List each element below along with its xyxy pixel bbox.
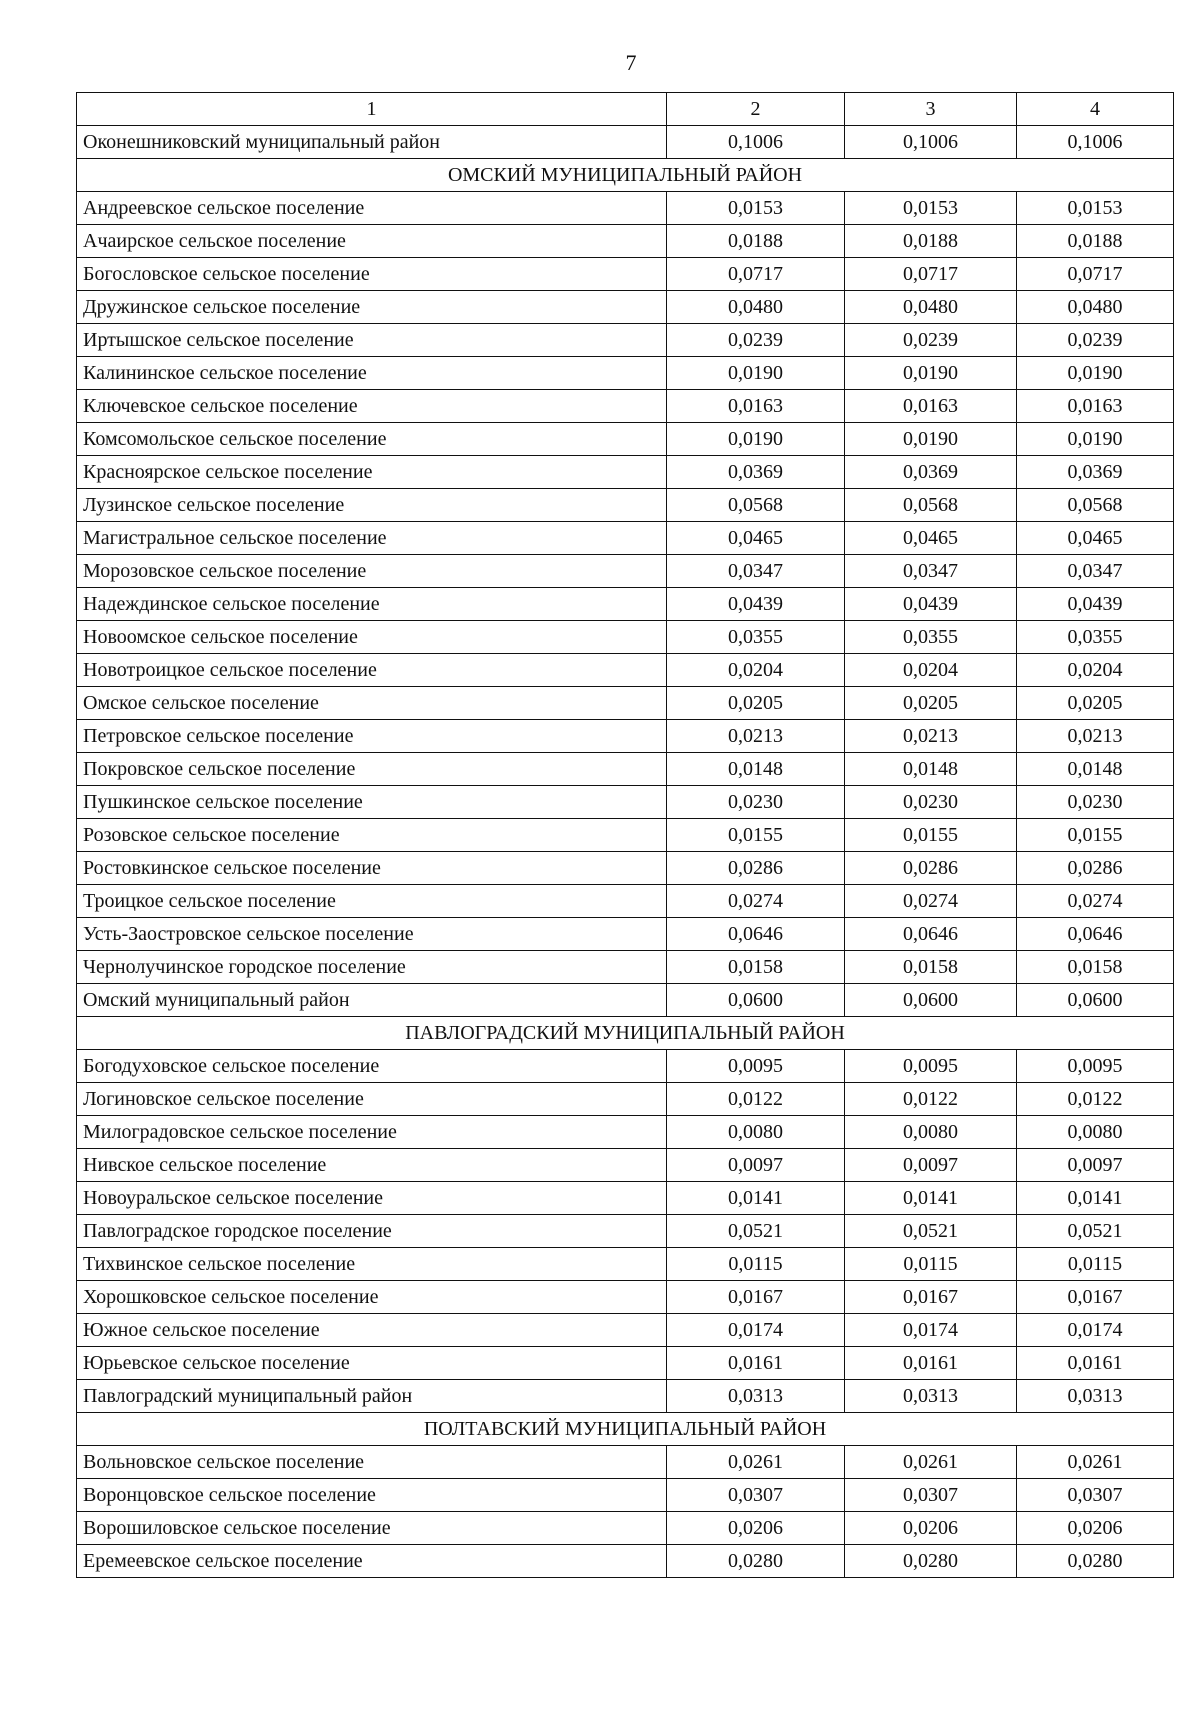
settlement-name-cell: Павлоградский муниципальный район: [77, 1380, 667, 1413]
table-row: [77, 291, 1174, 324]
value-cell-col4: 0,0161: [1017, 1347, 1174, 1380]
value-cell-col4: 0,0465: [1017, 522, 1174, 555]
table-row: [77, 1479, 1174, 1512]
value-cell-col3: 0,0097: [845, 1149, 1017, 1182]
value-cell-col3: 0,0369: [845, 456, 1017, 489]
value-cell-col2: 0,0097: [667, 1149, 845, 1182]
table-row: [77, 489, 1174, 522]
settlement-name-cell: Богословское сельское поселение: [77, 258, 667, 291]
section-title: ПАВЛОГРАДСКИЙ МУНИЦИПАЛЬНЫЙ РАЙОН: [77, 1017, 1174, 1050]
settlement-name-cell: Розовское сельское поселение: [77, 819, 667, 852]
table-row: [77, 852, 1174, 885]
settlement-name-cell: Вольновское сельское поселение: [77, 1446, 667, 1479]
section-header-row: [77, 1413, 1174, 1446]
value-cell-col2: 0,0521: [667, 1215, 845, 1248]
value-cell-col3: 0,0190: [845, 423, 1017, 456]
settlement-name-cell: Нивское сельское поселение: [77, 1149, 667, 1182]
value-cell-col4: 0,0122: [1017, 1083, 1174, 1116]
table-row: [77, 522, 1174, 555]
table-row: [77, 456, 1174, 489]
value-cell-col4: 0,0717: [1017, 258, 1174, 291]
value-cell-col4: 0,0190: [1017, 423, 1174, 456]
value-cell-col3: 0,0230: [845, 786, 1017, 819]
table-row: [77, 1512, 1174, 1545]
value-cell-col3: 0,0080: [845, 1116, 1017, 1149]
table-row: [77, 588, 1174, 621]
value-cell-col2: 0,0115: [667, 1248, 845, 1281]
value-cell-col4: 0,0261: [1017, 1446, 1174, 1479]
table-row: [77, 786, 1174, 819]
value-cell-col3: 0,0355: [845, 621, 1017, 654]
value-cell-col2: 0,0190: [667, 423, 845, 456]
settlement-name-cell: Логиновское сельское поселение: [77, 1083, 667, 1116]
settlement-name-cell: Воронцовское сельское поселение: [77, 1479, 667, 1512]
value-cell-col2: 0,0717: [667, 258, 845, 291]
value-cell-col2: 0,0230: [667, 786, 845, 819]
settlement-name-cell: Юрьевское сельское поселение: [77, 1347, 667, 1380]
settlement-name-cell: Оконешниковский муниципальный район: [77, 126, 667, 159]
value-cell-col2: 0,0161: [667, 1347, 845, 1380]
settlement-name-cell: Калининское сельское поселение: [77, 357, 667, 390]
column-header-4: 4: [1017, 93, 1174, 126]
value-cell-col4: 0,0307: [1017, 1479, 1174, 1512]
table-row: [77, 423, 1174, 456]
table-row: [77, 1149, 1174, 1182]
value-cell-col3: 0,0313: [845, 1380, 1017, 1413]
settlement-name-cell: Новотроицкое сельское поселение: [77, 654, 667, 687]
value-cell-col2: 0,0439: [667, 588, 845, 621]
value-cell-col2: 0,0465: [667, 522, 845, 555]
section-header-row: [77, 159, 1174, 192]
value-cell-col3: 0,0155: [845, 819, 1017, 852]
value-cell-col4: 0,0213: [1017, 720, 1174, 753]
table-row: [77, 225, 1174, 258]
table-row: [77, 918, 1174, 951]
table-row: [77, 885, 1174, 918]
settlement-name-cell: Хорошковское сельское поселение: [77, 1281, 667, 1314]
table-row: [77, 1347, 1174, 1380]
value-cell-col3: 0,0717: [845, 258, 1017, 291]
value-cell-col2: 0,0600: [667, 984, 845, 1017]
value-cell-col2: 0,0188: [667, 225, 845, 258]
column-header-2: 2: [667, 93, 845, 126]
settlement-name-cell: Ключевское сельское поселение: [77, 390, 667, 423]
settlement-name-cell: Ворошиловское сельское поселение: [77, 1512, 667, 1545]
settlement-name-cell: Надеждинское сельское поселение: [77, 588, 667, 621]
value-cell-col2: 0,0141: [667, 1182, 845, 1215]
value-cell-col2: 0,0347: [667, 555, 845, 588]
value-cell-col2: 0,0163: [667, 390, 845, 423]
table-row: [77, 1281, 1174, 1314]
settlement-name-cell: Красноярское сельское поселение: [77, 456, 667, 489]
value-cell-col4: 0,0280: [1017, 1545, 1174, 1578]
value-cell-col3: 0,0167: [845, 1281, 1017, 1314]
column-header-3: 3: [845, 93, 1017, 126]
value-cell-col3: 0,0480: [845, 291, 1017, 324]
value-cell-col4: 0,0097: [1017, 1149, 1174, 1182]
table-body: [77, 126, 1174, 1578]
value-cell-col4: 0,0148: [1017, 753, 1174, 786]
value-cell-col2: 0,0122: [667, 1083, 845, 1116]
table-row: [77, 1116, 1174, 1149]
settlement-name-cell: Магистральное сельское поселение: [77, 522, 667, 555]
value-cell-col4: 0,0439: [1017, 588, 1174, 621]
settlement-name-cell: Морозовское сельское поселение: [77, 555, 667, 588]
value-cell-col4: 0,0115: [1017, 1248, 1174, 1281]
value-cell-col4: 0,0163: [1017, 390, 1174, 423]
value-cell-col3: 0,0213: [845, 720, 1017, 753]
value-cell-col2: 0,0155: [667, 819, 845, 852]
value-cell-col2: 0,0261: [667, 1446, 845, 1479]
value-cell-col2: 0,0286: [667, 852, 845, 885]
value-cell-col4: 0,0568: [1017, 489, 1174, 522]
table-row: [77, 1314, 1174, 1347]
value-cell-col3: 0,0188: [845, 225, 1017, 258]
value-cell-col3: 0,0465: [845, 522, 1017, 555]
settlement-name-cell: Лузинское сельское поселение: [77, 489, 667, 522]
value-cell-col4: 0,0080: [1017, 1116, 1174, 1149]
value-cell-col4: 0,0174: [1017, 1314, 1174, 1347]
settlement-name-cell: Дружинское сельское поселение: [77, 291, 667, 324]
value-cell-col3: 0,0261: [845, 1446, 1017, 1479]
settlement-name-cell: Троицкое сельское поселение: [77, 885, 667, 918]
settlement-name-cell: Омское сельское поселение: [77, 687, 667, 720]
table-row: [77, 819, 1174, 852]
value-cell-col4: 0,0188: [1017, 225, 1174, 258]
table-row: [77, 1380, 1174, 1413]
value-cell-col4: 0,0274: [1017, 885, 1174, 918]
table-row: [77, 1215, 1174, 1248]
table-row: [77, 687, 1174, 720]
value-cell-col3: 0,0568: [845, 489, 1017, 522]
settlement-name-cell: Милоградовское сельское поселение: [77, 1116, 667, 1149]
value-cell-col2: 0,0355: [667, 621, 845, 654]
table-row: [77, 753, 1174, 786]
value-cell-col2: 0,0239: [667, 324, 845, 357]
table-row: [77, 192, 1174, 225]
section-title: ОМСКИЙ МУНИЦИПАЛЬНЫЙ РАЙОН: [77, 159, 1174, 192]
value-cell-col3: 0,0347: [845, 555, 1017, 588]
table-row: [77, 1083, 1174, 1116]
value-cell-col2: 0,0369: [667, 456, 845, 489]
settlement-name-cell: Южное сельское поселение: [77, 1314, 667, 1347]
value-cell-col2: 0,0205: [667, 687, 845, 720]
table-row: [77, 720, 1174, 753]
value-cell-col3: 0,0148: [845, 753, 1017, 786]
value-cell-col3: 0,0439: [845, 588, 1017, 621]
column-header-1: 1: [77, 93, 667, 126]
table-row: [77, 654, 1174, 687]
value-cell-col3: 0,0153: [845, 192, 1017, 225]
value-cell-col2: 0,0274: [667, 885, 845, 918]
page-number: 7: [625, 50, 637, 75]
table-row: [77, 1182, 1174, 1215]
table-row: [77, 357, 1174, 390]
value-cell-col3: 0,0280: [845, 1545, 1017, 1578]
settlement-name-cell: Чернолучинское городское поселение: [77, 951, 667, 984]
value-cell-col3: 0,0115: [845, 1248, 1017, 1281]
value-cell-col2: 0,0646: [667, 918, 845, 951]
value-cell-col4: 0,0190: [1017, 357, 1174, 390]
value-cell-col3: 0,0204: [845, 654, 1017, 687]
value-cell-col2: 0,0280: [667, 1545, 845, 1578]
table-row: [77, 126, 1174, 159]
table-row: [77, 1446, 1174, 1479]
settlement-name-cell: Ростовкинское сельское поселение: [77, 852, 667, 885]
settlement-name-cell: Омский муниципальный район: [77, 984, 667, 1017]
value-cell-col4: 0,0158: [1017, 951, 1174, 984]
value-cell-col2: 0,0095: [667, 1050, 845, 1083]
value-cell-col4: 0,0600: [1017, 984, 1174, 1017]
settlement-name-cell: Иртышское сельское поселение: [77, 324, 667, 357]
value-cell-col4: 0,0286: [1017, 852, 1174, 885]
value-cell-col4: 0,0153: [1017, 192, 1174, 225]
table-row: [77, 555, 1174, 588]
value-cell-col3: 0,0190: [845, 357, 1017, 390]
column-number-row: [77, 93, 1174, 126]
settlement-name-cell: Павлоградское городское поселение: [77, 1215, 667, 1248]
settlement-name-cell: Усть-Заостровское сельское поселение: [77, 918, 667, 951]
value-cell-col3: 0,0163: [845, 390, 1017, 423]
value-cell-col2: 0,0213: [667, 720, 845, 753]
value-cell-col2: 0,0174: [667, 1314, 845, 1347]
table-row: [77, 390, 1174, 423]
value-cell-col4: 0,0313: [1017, 1380, 1174, 1413]
value-cell-col3: 0,0239: [845, 324, 1017, 357]
table-row: [77, 621, 1174, 654]
value-cell-col3: 0,0174: [845, 1314, 1017, 1347]
value-cell-col3: 0,0161: [845, 1347, 1017, 1380]
value-cell-col2: 0,0080: [667, 1116, 845, 1149]
value-cell-col2: 0,0568: [667, 489, 845, 522]
value-cell-col3: 0,0286: [845, 852, 1017, 885]
value-cell-col4: 0,0167: [1017, 1281, 1174, 1314]
value-cell-col4: 0,0521: [1017, 1215, 1174, 1248]
value-cell-col2: 0,0313: [667, 1380, 845, 1413]
settlement-name-cell: Комсомольское сельское поселение: [77, 423, 667, 456]
value-cell-col4: 0,0347: [1017, 555, 1174, 588]
value-cell-col3: 0,0521: [845, 1215, 1017, 1248]
table-row: [77, 324, 1174, 357]
value-cell-col4: 0,0239: [1017, 324, 1174, 357]
value-cell-col3: 0,0206: [845, 1512, 1017, 1545]
value-cell-col2: 0,0480: [667, 291, 845, 324]
settlement-name-cell: Андреевское сельское поселение: [77, 192, 667, 225]
value-cell-col3: 0,0122: [845, 1083, 1017, 1116]
value-cell-col4: 0,0095: [1017, 1050, 1174, 1083]
value-cell-col4: 0,0355: [1017, 621, 1174, 654]
table-row: [77, 1545, 1174, 1578]
value-cell-col3: 0,0095: [845, 1050, 1017, 1083]
value-cell-col3: 0,1006: [845, 126, 1017, 159]
value-cell-col2: 0,0307: [667, 1479, 845, 1512]
value-cell-col2: 0,0190: [667, 357, 845, 390]
value-cell-col2: 0,1006: [667, 126, 845, 159]
value-cell-col4: 0,0155: [1017, 819, 1174, 852]
value-cell-col2: 0,0206: [667, 1512, 845, 1545]
value-cell-col4: 0,0206: [1017, 1512, 1174, 1545]
table-row: [77, 258, 1174, 291]
value-cell-col3: 0,0158: [845, 951, 1017, 984]
settlement-name-cell: Еремеевское сельское поселение: [77, 1545, 667, 1578]
value-cell-col3: 0,0646: [845, 918, 1017, 951]
value-cell-col2: 0,0148: [667, 753, 845, 786]
value-cell-col2: 0,0153: [667, 192, 845, 225]
value-cell-col4: 0,1006: [1017, 126, 1174, 159]
value-cell-col4: 0,0204: [1017, 654, 1174, 687]
settlement-name-cell: Новоуральское сельское поселение: [77, 1182, 667, 1215]
value-cell-col2: 0,0158: [667, 951, 845, 984]
value-cell-col4: 0,0480: [1017, 291, 1174, 324]
value-cell-col3: 0,0600: [845, 984, 1017, 1017]
table-row: [77, 1248, 1174, 1281]
settlement-name-cell: Новоомское сельское поселение: [77, 621, 667, 654]
value-cell-col3: 0,0205: [845, 687, 1017, 720]
section-header-row: [77, 1017, 1174, 1050]
coefficients-table: [76, 92, 1174, 1578]
value-cell-col2: 0,0204: [667, 654, 845, 687]
value-cell-col4: 0,0369: [1017, 456, 1174, 489]
value-cell-col3: 0,0274: [845, 885, 1017, 918]
value-cell-col4: 0,0230: [1017, 786, 1174, 819]
settlement-name-cell: Тихвинское сельское поселение: [77, 1248, 667, 1281]
table-row: [77, 1050, 1174, 1083]
settlement-name-cell: Пушкинское сельское поселение: [77, 786, 667, 819]
value-cell-col2: 0,0167: [667, 1281, 845, 1314]
section-title: ПОЛТАВСКИЙ МУНИЦИПАЛЬНЫЙ РАЙОН: [77, 1413, 1174, 1446]
value-cell-col4: 0,0646: [1017, 918, 1174, 951]
settlement-name-cell: Ачаирское сельское поселение: [77, 225, 667, 258]
settlement-name-cell: Покровское сельское поселение: [77, 753, 667, 786]
settlement-name-cell: Петровское сельское поселение: [77, 720, 667, 753]
value-cell-col3: 0,0141: [845, 1182, 1017, 1215]
value-cell-col4: 0,0141: [1017, 1182, 1174, 1215]
settlement-name-cell: Богодуховское сельское поселение: [77, 1050, 667, 1083]
value-cell-col3: 0,0307: [845, 1479, 1017, 1512]
value-cell-col4: 0,0205: [1017, 687, 1174, 720]
table-row: [77, 984, 1174, 1017]
table-row: [77, 951, 1174, 984]
